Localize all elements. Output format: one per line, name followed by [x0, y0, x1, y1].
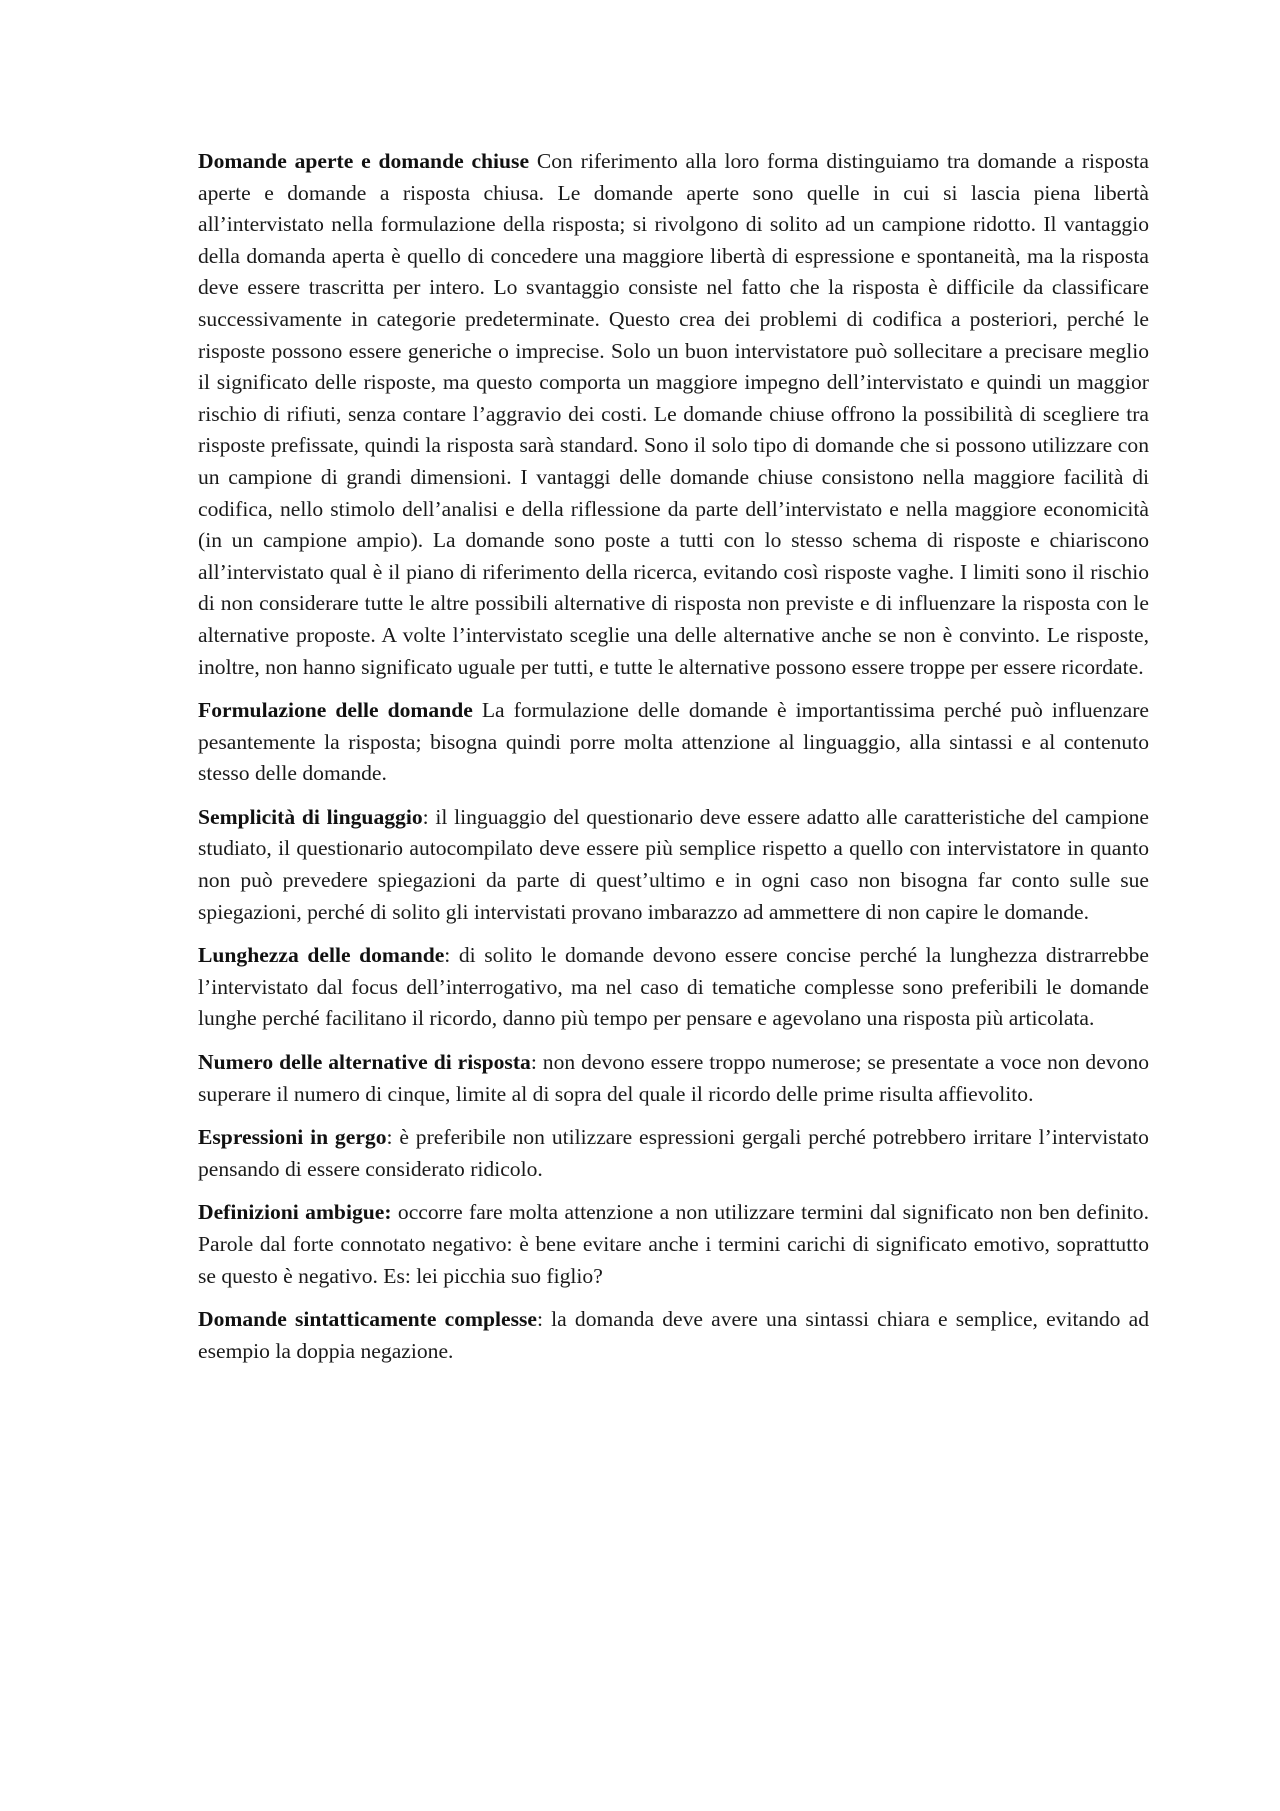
paragraph-heading: Espressioni in gergo	[198, 1125, 387, 1150]
paragraph-body: Con riferimento alla loro forma distinguiamo tra domande a risposta aperte e domande a risposta chiusa. Le domande aperte sono quelle in cui si lascia piena libertà all’intervistato nella formulazione della risposta; si rivolgono di solito ad un campione ridotto. Il vantaggio della domanda aperta è quello di concedere una maggiore libertà di espressione e spontaneità, ma la risposta deve essere trascritta per intero. Lo svantaggio consiste nel fatto che la risposta è difficile da classificare successivamente in categorie predeterminate. Questo crea dei problemi di codifica a posteriori, perché le risposte possono essere generiche o imprecise. Solo un buon intervistatore può sollecitare a precisare meglio il significato delle risposte, ma questo comporta un maggiore impegno dell’intervistato e quindi un maggior rischio di rifiuti, senza contare l’aggravio dei costi. Le domande chiuse offrono la possibilità di scegliere tra risposte prefissate, quindi la risposta sarà standard. Sono il solo tipo di domande che si possono utilizzare con un campione di grandi dimensioni. I vantaggi delle domande chiuse consistono nella maggiore facilità di codifica, nello stimolo dell’analisi e della riflessione da parte dell’intervistato e nella maggiore economicità (in un campione ampio). La domande sono poste a tutti con lo stesso schema di risposte e chiariscono all’intervistato qual è il piano di riferimento della ricerca, evitando così risposte vaghe. I limiti sono il rischio di non considerare tutte le altre possibili alternative di risposta non previste e di influenzare la risposta con le alternative proposte. A volte l’intervistato sceglie una delle alternative anche se non è convinto. Le risposte, inoltre, non hanno significato uguale per tutti, e tutte le alternative possono essere troppe per essere ricordate.	[198, 149, 1149, 679]
paragraph-heading: Lunghezza delle domande	[198, 943, 445, 968]
heading-separator: :	[444, 943, 459, 968]
heading-separator	[529, 149, 537, 173]
paragraph-heading: Definizioni ambigue:	[198, 1200, 392, 1225]
heading-separator: :	[530, 1050, 543, 1075]
paragraph-body: la domanda deve avere una sintassi chiara e semplice, evitando ad esempio la doppia negazione.	[198, 1307, 1149, 1363]
paragraph-heading: Domande aperte e domande chiuse	[198, 149, 530, 173]
paragraph-formulazione-domande	[198, 695, 1149, 790]
paragraph-body: di solito le domande devono essere concise perché la lunghezza distrarrebbe l’intervistato dal focus dell’interrogativo, ma nel caso di tematiche complesse sono preferibili le domande lunghe perché facilitano il ricordo, danno più tempo per pensare e agevolano una risposta più articolata.	[198, 943, 1149, 1031]
paragraph-definizioni-ambigue	[198, 1197, 1149, 1292]
paragraph-semplicita-linguaggio	[198, 802, 1149, 928]
paragraph-domande-sintatticamente-complesse	[198, 1304, 1149, 1367]
paragraph-heading: Domande sintatticamente complesse	[198, 1307, 537, 1332]
paragraph-body: occorre fare molta attenzione a non utilizzare termini dal significato non ben definito. Parole dal forte connotato negativo: è bene evitare anche i termini carichi di significato emotivo, soprattutto se questo è negativo. Es: lei picchia suo figlio?	[198, 1200, 1149, 1288]
heading-separator: :	[422, 804, 436, 829]
paragraph-espressioni-gergo	[198, 1122, 1149, 1185]
heading-separator: :	[386, 1125, 400, 1150]
heading-separator: :	[536, 1307, 552, 1332]
paragraph-domande-aperte-chiuse	[198, 146, 1149, 683]
paragraph-body: non devono essere troppo numerose; se presentate a voce non devono superare il numero di cinque, limite al di sopra del quale il ricordo delle prime risulta affievolito.	[198, 1050, 1149, 1106]
paragraph-lunghezza-domande	[198, 940, 1149, 1035]
document-page	[198, 146, 1149, 1379]
paragraph-body: è preferibile non utilizzare espressioni gergali perché potrebbero irritare l’intervistato pensando di essere considerato ridicolo.	[198, 1125, 1149, 1181]
paragraph-heading: Numero delle alternative di risposta	[198, 1050, 531, 1075]
paragraph-body: il linguaggio del questionario deve essere adatto alle caratteristiche del campione studiato, il questionario autocompilato deve essere più semplice rispetto a quello con intervistatore in quanto non può prevedere spiegazioni da parte di quest’ultimo e in ogni caso non bisogna far conto sulle sue spiegazioni, perché di solito gli intervistati provano imbarazzo ad ammettere di non capire le domande.	[198, 804, 1150, 924]
paragraph-heading: Semplicità di linguaggio	[198, 804, 423, 829]
paragraph-numero-alternative	[198, 1047, 1149, 1110]
paragraph-body: La formulazione delle domande è importantissima perché può influenzare pesantemente la risposta; bisogna quindi porre molta attenzione al linguaggio, alla sintassi e al contenuto stesso delle domande.	[198, 698, 1149, 786]
heading-separator	[473, 698, 482, 722]
paragraph-heading: Formulazione delle domande	[198, 698, 473, 723]
